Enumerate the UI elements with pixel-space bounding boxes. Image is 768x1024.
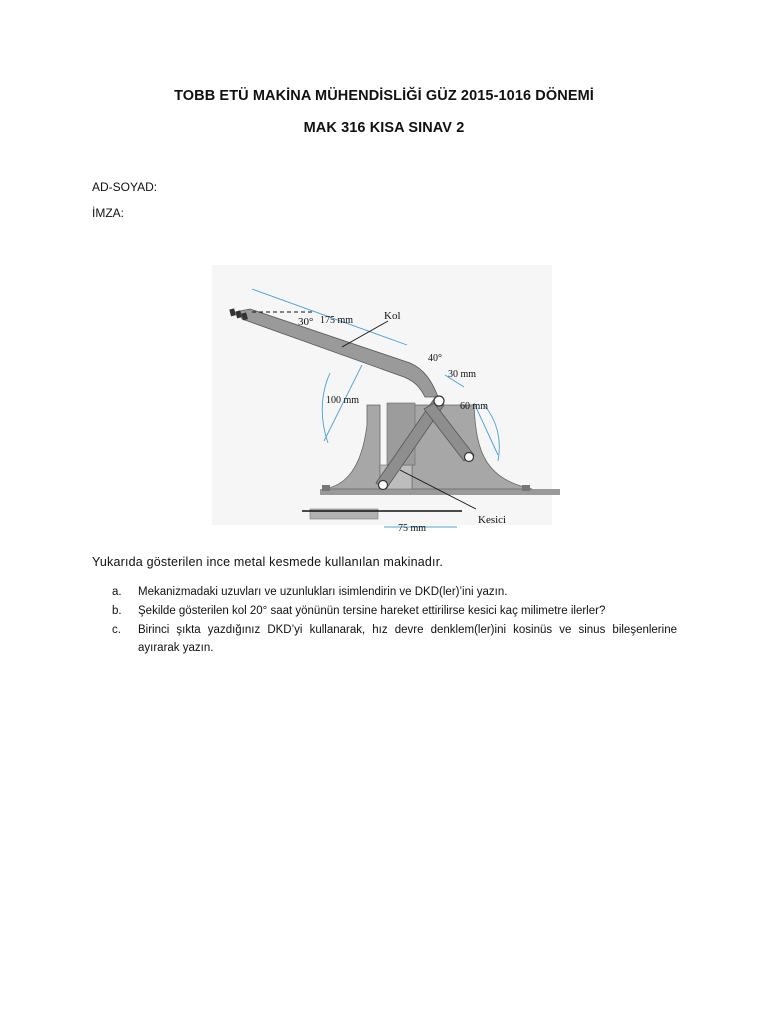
exam-title: TOBB ETÜ MAKİNA MÜHENDİSLİĞİ GÜZ 2015-1016 DÖNEMİ <box>174 88 594 104</box>
angle-30-label: 30° <box>298 316 314 328</box>
angle-40-label: 40° <box>428 353 442 364</box>
question-text: Mekanizmadaki uzuvları ve uzunlukları isimlendirin ve DKD(ler)’ini yazın. <box>138 586 508 598</box>
exam-subtitle: MAK 316 KISA SINAV 2 <box>303 120 465 136</box>
list-item <box>112 583 677 601</box>
kesici-label: Kesici <box>478 514 507 526</box>
dim-100-label: 100 mm <box>326 395 360 406</box>
list-item <box>112 602 677 620</box>
list-marker: a. <box>112 586 122 598</box>
signature-label: İMZA: <box>92 206 124 220</box>
list-item <box>112 621 677 657</box>
list-marker: c. <box>112 624 121 636</box>
dim-30-label: 30 mm <box>448 369 477 380</box>
question-list <box>112 583 677 658</box>
kol-label: Kol <box>384 310 401 322</box>
dim-175-label: 175 mm <box>320 315 354 326</box>
intro-text: Yukarıda gösterilen ince metal kesmede kullanılan makinadır. <box>92 555 444 569</box>
mechanism-figure <box>212 265 552 534</box>
question-text: Birinci şıkta yazdığınız DKD’yi kullanarak, hız devre denklem(ler)ini kosinüs ve sinus bileşenlerine ayırarak yazın. <box>138 624 677 654</box>
dim-60-label: 60 mm <box>460 401 489 412</box>
name-label: AD-SOYAD: <box>92 180 158 194</box>
question-text: Şekilde gösterilen kol 20° saat yönünün tersine hareket ettirilirse kesici kaç milimetre ilerler? <box>138 605 606 617</box>
dim-75-label: 75 mm <box>398 523 427 534</box>
list-marker: b. <box>112 605 122 617</box>
